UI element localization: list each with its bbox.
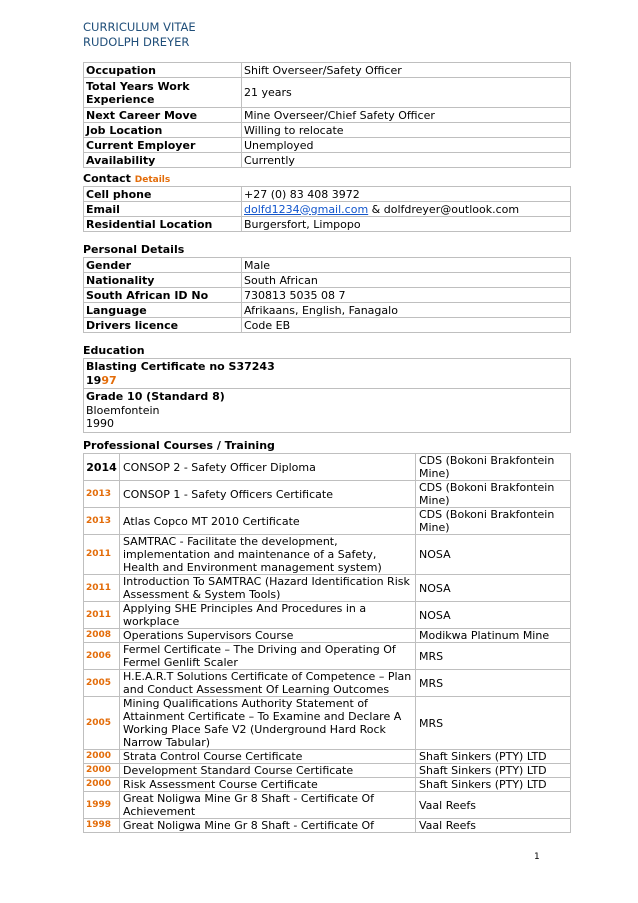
table-row <box>84 643 571 670</box>
table-row <box>84 138 571 153</box>
row-value: Male <box>242 258 571 273</box>
courses-table <box>83 453 571 833</box>
qualification-year: 1997 <box>86 373 117 387</box>
row-value: Willing to relocate <box>242 123 571 138</box>
course-year: 2011 <box>84 535 120 575</box>
table-row <box>84 670 571 697</box>
course-year: 2014 <box>84 454 120 481</box>
course-name: Development Standard Course Certificate <box>120 764 416 778</box>
row-value: Code EB <box>242 318 571 333</box>
table-row <box>84 318 571 333</box>
row-label: Residential Location <box>84 217 242 232</box>
row-label: Job Location <box>84 123 242 138</box>
course-name: Atlas Copco MT 2010 Certificate <box>120 508 416 535</box>
row-label: Next Career Move <box>84 108 242 123</box>
row-label: South African ID No <box>84 288 242 303</box>
contact-section <box>83 172 571 232</box>
course-provider: CDS (Bokoni Brakfontein Mine) <box>416 454 571 481</box>
education-table <box>83 358 571 433</box>
table-row <box>84 389 571 433</box>
row-label: Email <box>84 202 242 217</box>
course-name: H.E.A.R.T Solutions Certificate of Competence – Plan and Conduct Assessment Of Learning Outcomes <box>120 670 416 697</box>
course-provider: Shaft Sinkers (PTY) LTD <box>416 750 571 764</box>
qualification-name: Grade 10 (Standard 8) <box>86 390 225 403</box>
email-link[interactable]: dolfd1234@gmail.com <box>244 202 369 216</box>
course-name: Mining Qualifications Authority Statement of Attainment Certificate – To Examine and Declare A Working Place Safe V2 (Underground Hard Rock Narrow Tabular) <box>120 697 416 750</box>
row-value <box>242 202 571 217</box>
table-row <box>84 273 571 288</box>
row-label: Drivers licence <box>84 318 242 333</box>
section-title: Contact Details <box>83 172 171 185</box>
table-row <box>84 508 571 535</box>
table-row <box>84 123 571 138</box>
document-header <box>83 20 196 50</box>
table-row <box>84 153 571 168</box>
table-row <box>84 697 571 750</box>
row-label: Availability <box>84 153 242 168</box>
course-name: Risk Assessment Course Certificate <box>120 778 416 792</box>
row-value: South African <box>242 273 571 288</box>
course-provider: MRS <box>416 643 571 670</box>
course-name: Fermel Certificate – The Driving and Operating Of Fermel Genlift Scaler <box>120 643 416 670</box>
table-row <box>84 792 571 819</box>
table-row <box>84 63 571 78</box>
personal-section <box>83 243 571 333</box>
table-row <box>84 575 571 602</box>
table-row <box>84 359 571 389</box>
table-row <box>84 819 571 833</box>
personal-table <box>83 257 571 333</box>
course-year: 2013 <box>84 508 120 535</box>
course-year: 2000 <box>84 764 120 778</box>
course-year: 2000 <box>84 750 120 764</box>
contact-table <box>83 186 571 232</box>
table-row <box>84 303 571 318</box>
course-name: Great Noligwa Mine Gr 8 Shaft - Certificate Of <box>120 819 416 833</box>
row-value: Shift Overseer/Safety Officer <box>242 63 571 78</box>
row-label: Cell phone <box>84 187 242 202</box>
course-name: Strata Control Course Certificate <box>120 750 416 764</box>
course-name: Introduction To SAMTRAC (Hazard Identification Risk Assessment & System Tools) <box>120 575 416 602</box>
table-row <box>84 288 571 303</box>
summary-table <box>83 62 571 168</box>
course-name: CONSOP 2 - Safety Officer Diploma <box>120 454 416 481</box>
table-row <box>84 454 571 481</box>
qualification-name: Blasting Certificate no S37243 <box>86 360 275 373</box>
course-name: Operations Supervisors Course <box>120 629 416 643</box>
course-provider: MRS <box>416 670 571 697</box>
table-row <box>84 764 571 778</box>
section-title: Professional Courses / Training <box>83 439 275 452</box>
course-provider: NOSA <box>416 535 571 575</box>
course-year: 2006 <box>84 643 120 670</box>
course-year: 2005 <box>84 670 120 697</box>
row-value: Currently <box>242 153 571 168</box>
course-provider: Vaal Reefs <box>416 819 571 833</box>
course-provider: Shaft Sinkers (PTY) LTD <box>416 764 571 778</box>
row-label: Gender <box>84 258 242 273</box>
qualification-place: Bloemfontein <box>86 403 160 417</box>
course-provider: CDS (Bokoni Brakfontein Mine) <box>416 508 571 535</box>
section-title: Personal Details <box>83 243 185 256</box>
course-year: 2011 <box>84 602 120 629</box>
course-provider: MRS <box>416 697 571 750</box>
table-row <box>84 187 571 202</box>
course-name: Great Noligwa Mine Gr 8 Shaft - Certificate Of Achievement <box>120 792 416 819</box>
section-title: Education <box>83 344 145 357</box>
course-name: Applying SHE Principles And Procedures in a workplace <box>120 602 416 629</box>
row-value: Unemployed <box>242 138 571 153</box>
education-item <box>84 389 571 433</box>
page-number: 1 <box>534 852 540 862</box>
table-row <box>84 217 571 232</box>
table-row <box>84 602 571 629</box>
cv-title: CURRICULUM VITAE <box>83 20 196 34</box>
table-row <box>84 481 571 508</box>
title-accent: Details <box>134 175 171 185</box>
course-provider: CDS (Bokoni Brakfontein Mine) <box>416 481 571 508</box>
row-label: Current Employer <box>84 138 242 153</box>
summary-section <box>83 62 571 168</box>
row-label: Occupation <box>84 63 242 78</box>
course-year: 2011 <box>84 575 120 602</box>
table-row <box>84 202 571 217</box>
table-row <box>84 108 571 123</box>
course-provider: NOSA <box>416 602 571 629</box>
row-value: +27 (0) 83 408 3972 <box>242 187 571 202</box>
row-label: Language <box>84 303 242 318</box>
course-year: 2000 <box>84 778 120 792</box>
table-row <box>84 535 571 575</box>
course-provider: Shaft Sinkers (PTY) LTD <box>416 778 571 792</box>
table-row <box>84 78 571 108</box>
person-name: RUDOLPH DREYER <box>83 35 190 49</box>
course-name: CONSOP 1 - Safety Officers Certificate <box>120 481 416 508</box>
row-value: Mine Overseer/Chief Safety Officer <box>242 108 571 123</box>
courses-section <box>83 439 571 833</box>
table-row <box>84 258 571 273</box>
education-item <box>84 359 571 389</box>
row-label: Nationality <box>84 273 242 288</box>
course-year: 2008 <box>84 629 120 643</box>
qualification-year: 1990 <box>86 417 114 430</box>
course-provider: Modikwa Platinum Mine <box>416 629 571 643</box>
row-value: Burgersfort, Limpopo <box>242 217 571 232</box>
table-row <box>84 778 571 792</box>
row-value: Afrikaans, English, Fanagalo <box>242 303 571 318</box>
education-section <box>83 344 571 433</box>
course-name: SAMTRAC - Facilitate the development, implementation and maintenance of a Safety, Health and Environment management system) <box>120 535 416 575</box>
row-label: Total Years Work Experience <box>84 78 242 108</box>
table-row <box>84 750 571 764</box>
row-value: 730813 5035 08 7 <box>242 288 571 303</box>
course-year: 2005 <box>84 697 120 750</box>
row-value: 21 years <box>242 78 571 108</box>
email-secondary: & dolfdreyer@outlook.com <box>368 202 520 216</box>
course-year: 2013 <box>84 481 120 508</box>
course-year: 1999 <box>84 792 120 819</box>
course-year: 1998 <box>84 819 120 833</box>
table-row <box>84 629 571 643</box>
course-provider: NOSA <box>416 575 571 602</box>
course-provider: Vaal Reefs <box>416 792 571 819</box>
